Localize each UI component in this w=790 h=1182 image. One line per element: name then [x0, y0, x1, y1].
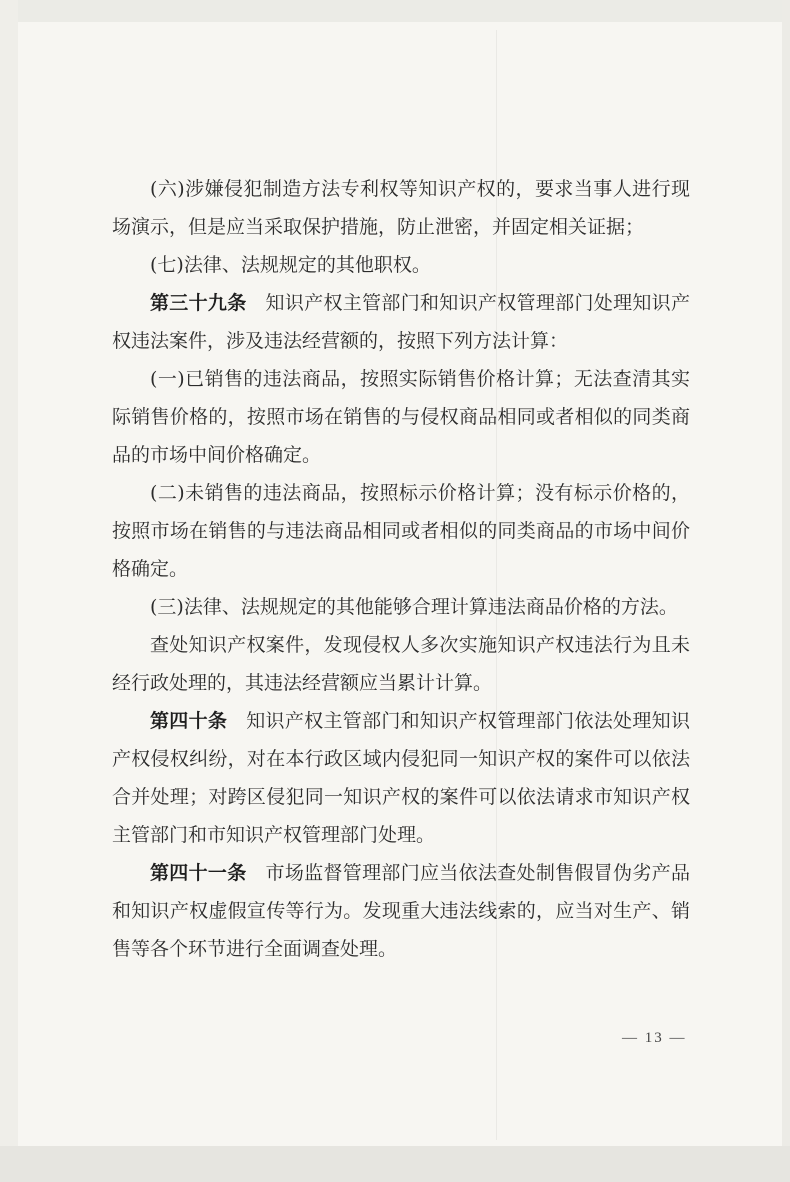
- article-39: [112, 284, 690, 360]
- article-41: [112, 854, 690, 968]
- scan-right-border: [782, 0, 790, 1182]
- paragraph-text: (二)未销售的违法商品，按照标示价格计算；没有标示价格的，按照市场在销售的与违法商品相同或者相似的同类商品的市场中间价格确定。: [112, 482, 690, 580]
- scan-bottom-border: [0, 1146, 790, 1182]
- scan-top-border: [0, 0, 790, 22]
- paragraph-text: 查处知识产权案件，发现侵权人多次实施知识产权违法行为且未经行政处理的，其违法经营额应当累计计算。: [112, 634, 690, 694]
- article-text: 市场监督管理部门应当依法查处制售假冒伪劣产品和知识产权虚假宣传等行为。发现重大违法线索的，应当对生产、销售等各个环节进行全面调查处理。: [112, 862, 690, 960]
- article-text: 知识产权主管部门和知识产权管理部门依法处理知识产权侵权纠纷，对在本行政区域内侵犯同一知识产权的案件可以依法合并处理；对跨区侵犯同一知识产权的案件可以依法请求市知识产权主管部门和市知识产权管理部门处理。: [112, 710, 690, 846]
- paragraph-item-2: [112, 474, 690, 588]
- page-number: — 13 —: [622, 1030, 687, 1046]
- article-40: [112, 702, 690, 854]
- article-heading: 第三十九条: [150, 292, 247, 314]
- paragraph-cumulative: [112, 626, 690, 702]
- paragraph-item-7: [112, 246, 690, 284]
- paragraph-item-3: [112, 588, 690, 626]
- paragraph-text: (六)涉嫌侵犯制造方法专利权等知识产权的，要求当事人进行现场演示，但是应当采取保护措施，防止泄密，并固定相关证据；: [112, 178, 690, 238]
- paragraph-item-1: [112, 360, 690, 474]
- article-heading: 第四十条: [150, 710, 228, 732]
- paragraph-text: (一)已销售的违法商品，按照实际销售价格计算；无法查清其实际销售价格的，按照市场在销售的与侵权商品相同或者相似的同类商品的市场中间价格确定。: [112, 368, 690, 466]
- article-heading: 第四十一条: [150, 862, 247, 884]
- scan-left-border: [0, 0, 18, 1182]
- article-text: 知识产权主管部门和知识产权管理部门处理知识产权违法案件，涉及违法经营额的，按照下列方法计算：: [112, 292, 690, 352]
- document-body: [112, 170, 690, 968]
- paragraph-text: (七)法律、法规规定的其他职权。: [150, 254, 431, 276]
- paragraph-text: (三)法律、法规规定的其他能够合理计算违法商品价格的方法。: [150, 596, 678, 618]
- paragraph-item-6: [112, 170, 690, 246]
